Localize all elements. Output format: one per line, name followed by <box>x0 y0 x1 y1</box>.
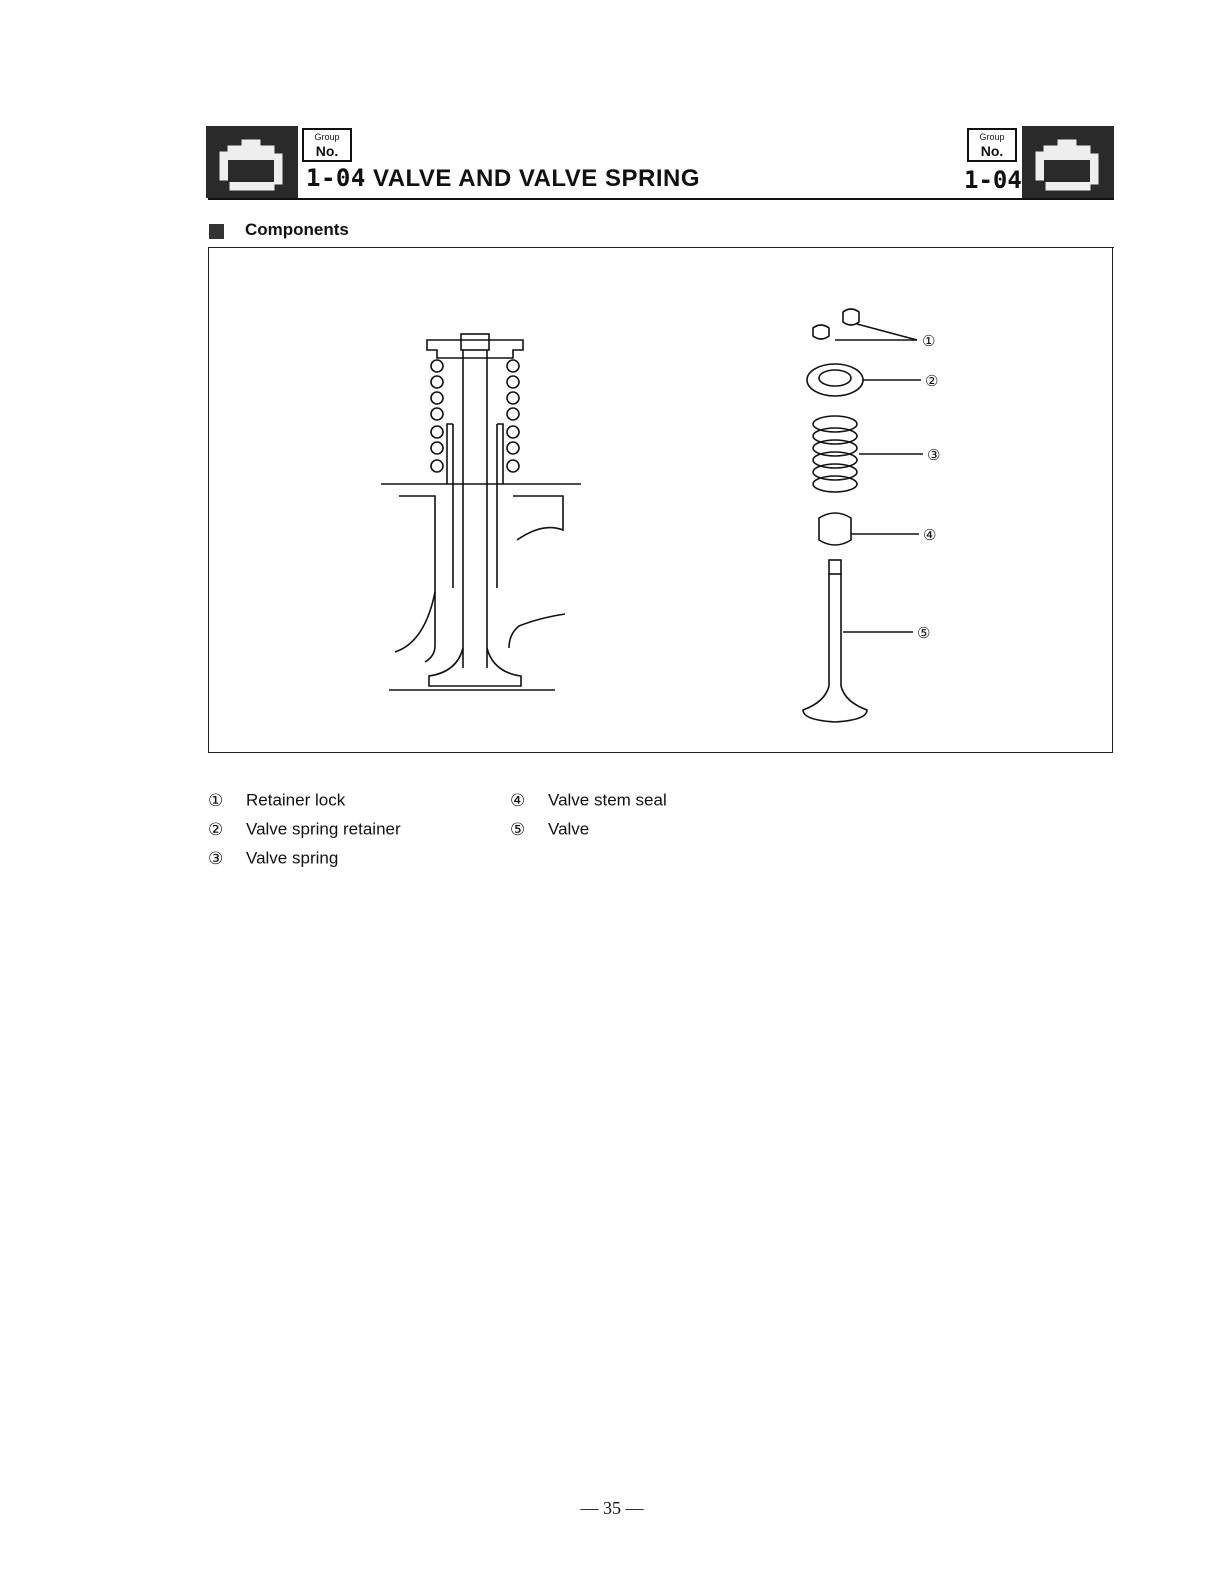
callout-4: ④ <box>923 527 937 544</box>
section-number-right: 1-04 <box>964 166 1022 194</box>
engine-icon <box>206 126 298 198</box>
legend-item <box>208 848 338 869</box>
legend-item <box>208 819 401 840</box>
group-label: Group <box>979 132 1005 142</box>
assembled-valve-illustration <box>381 334 581 690</box>
components-figure <box>208 248 1113 753</box>
callout-1: ① <box>922 333 936 350</box>
section-number: 1-04 <box>306 164 366 192</box>
valve-spring-part <box>813 416 857 492</box>
legend-label: Valve <box>548 819 590 839</box>
callout-3: ③ <box>927 447 941 464</box>
legend-number: ② <box>208 819 224 839</box>
spring-retainer-part <box>807 364 863 396</box>
engine-icon <box>1022 126 1114 198</box>
legend-label: Valve spring <box>246 848 339 868</box>
section-title: VALVE AND VALVE SPRING <box>372 165 700 192</box>
page-number: — 35 — <box>580 1498 644 1518</box>
components-heading: Components <box>245 220 349 239</box>
valve-part <box>803 560 867 722</box>
legend-number: ④ <box>510 790 526 810</box>
no-label: No. <box>315 143 339 159</box>
engine-badge-left <box>206 126 298 198</box>
no-label: No. <box>980 143 1004 159</box>
callout-2: ② <box>925 373 939 390</box>
legend-number: ③ <box>208 848 224 868</box>
legend-item <box>510 790 667 811</box>
legend-item <box>510 819 589 840</box>
engine-badge-right <box>1022 126 1114 198</box>
callout-5: ⑤ <box>917 625 931 642</box>
legend-label: Valve spring retainer <box>246 819 401 839</box>
section-bullet-icon <box>209 224 224 239</box>
valve-assembly-diagram <box>209 248 1114 753</box>
valve-stem-seal-part <box>819 513 851 545</box>
page-title <box>306 164 700 193</box>
legend-label: Valve stem seal <box>548 790 667 810</box>
legend-label: Retainer lock <box>246 790 346 810</box>
retainer-lock-part <box>813 309 859 339</box>
legend-number: ⑤ <box>510 819 526 839</box>
exploded-parts-illustration <box>803 309 923 722</box>
header-divider <box>208 198 1114 200</box>
group-number-box-right <box>967 128 1017 162</box>
group-number-box-left <box>302 128 352 162</box>
group-label: Group <box>314 132 340 142</box>
legend-item <box>208 790 345 811</box>
legend-number: ① <box>208 790 224 810</box>
